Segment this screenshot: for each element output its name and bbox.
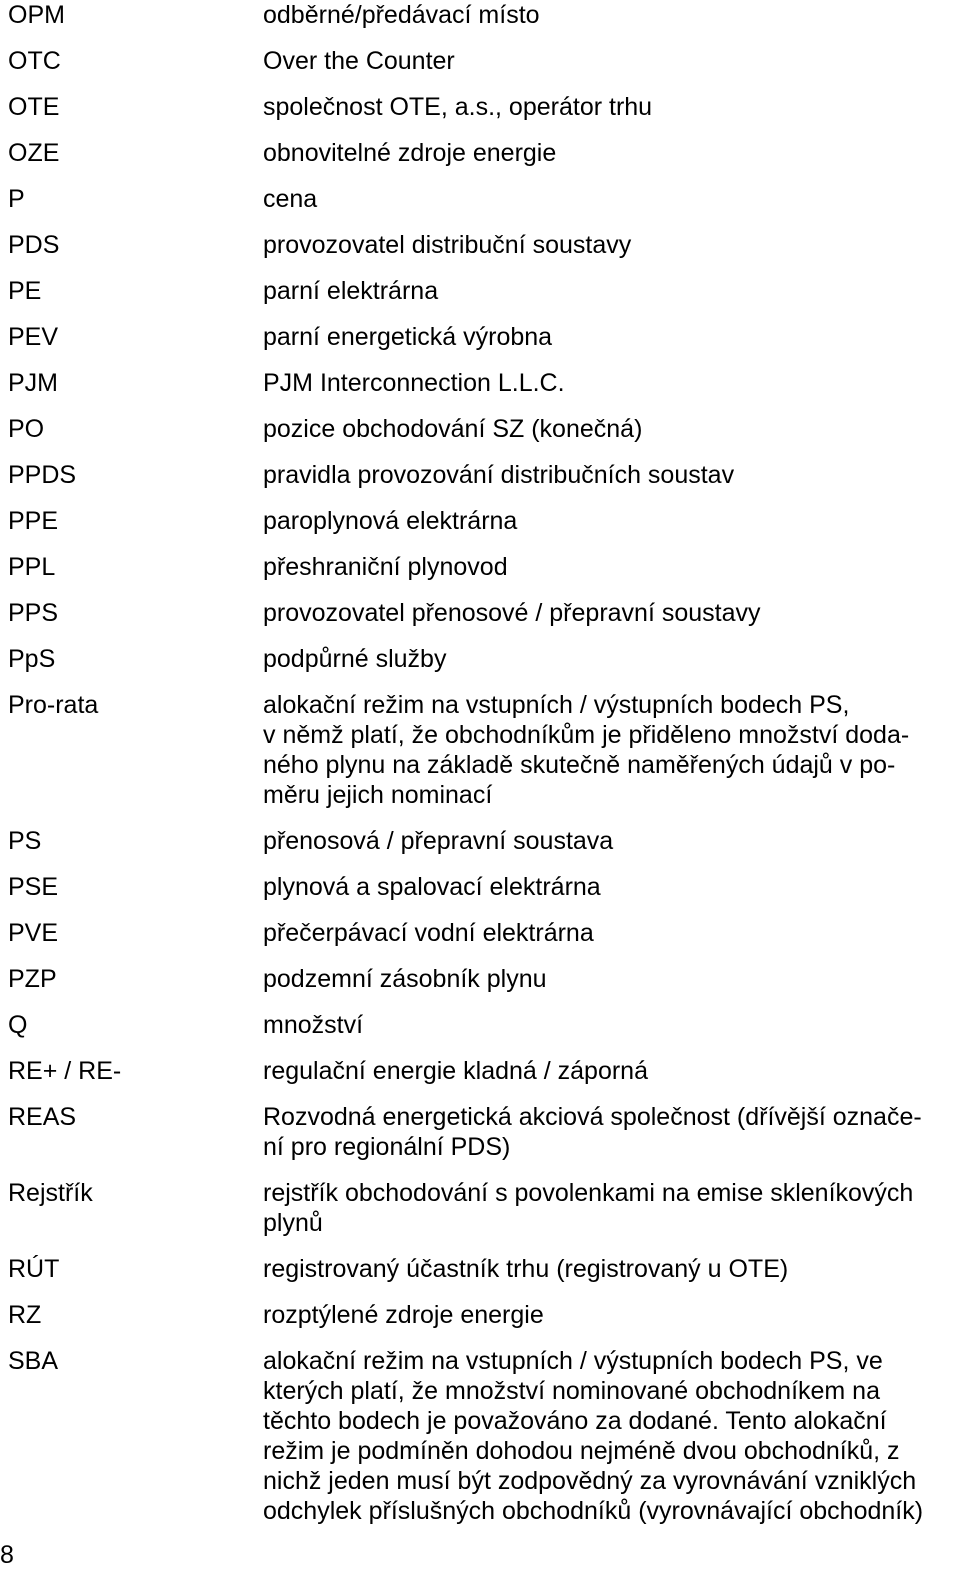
abbreviation: PJM xyxy=(8,369,58,397)
glossary-entry xyxy=(8,552,960,582)
abbreviation: PDS xyxy=(8,231,60,259)
abbreviation: REAS xyxy=(8,1103,77,1131)
glossary-entry xyxy=(8,138,960,168)
abbreviation: PPL xyxy=(8,553,56,581)
abbreviation: PE xyxy=(8,277,42,305)
glossary-entry xyxy=(8,690,960,810)
definition: rejstřík obchodování s povolenkami na emise skleníkových plynů xyxy=(263,1179,914,1237)
glossary-entry xyxy=(8,1010,960,1040)
definition: odběrné/předávací místo xyxy=(263,1,540,29)
glossary-entry xyxy=(8,1102,960,1162)
glossary-list xyxy=(8,0,960,1542)
abbreviation: PVE xyxy=(8,919,59,947)
glossary-entry xyxy=(8,964,960,994)
abbreviation: OZE xyxy=(8,139,60,167)
definition: pozice obchodování SZ (konečná) xyxy=(263,415,643,443)
definition: registrovaný účastník trhu (registrovaný u OTE) xyxy=(263,1255,789,1283)
abbreviation: PPS xyxy=(8,599,59,627)
abbreviation: PZP xyxy=(8,965,57,993)
glossary-entry xyxy=(8,0,960,30)
abbreviation: PPDS xyxy=(8,461,77,489)
definition: plynová a spalovací elektrárna xyxy=(263,873,601,901)
glossary-entry xyxy=(8,872,960,902)
glossary-entry xyxy=(8,276,960,306)
glossary-entry xyxy=(8,1254,960,1284)
abbreviation: SBA xyxy=(8,1347,59,1375)
abbreviation: RZ xyxy=(8,1301,42,1329)
definition: rozptýlené zdroje energie xyxy=(263,1301,544,1329)
definition: regulační energie kladná / záporná xyxy=(263,1057,648,1085)
glossary-entry xyxy=(8,644,960,674)
definition: podpůrné služby xyxy=(263,645,447,673)
abbreviation: PSE xyxy=(8,873,59,901)
glossary-entry xyxy=(8,368,960,398)
abbreviation: RE+ / RE- xyxy=(8,1057,122,1085)
glossary-entry xyxy=(8,918,960,948)
definition: alokační režim na vstupních / výstupních bodech PS, ve kterých platí, že množství nominované obchodníkem na těchto bodech je považováno za dodané. Tento alokační režim je podmíněn dohodou nejméně dvou obchodníků, z nichž jeden musí být zodpovědný za vyrovnávání vzniklých odchylek příslušných obchodníků (vyrovnávající obchodník) xyxy=(263,1347,924,1525)
abbreviation: OTC xyxy=(8,47,61,75)
glossary-entry xyxy=(8,92,960,122)
definition: parní energetická výrobna xyxy=(263,323,553,351)
definition: podzemní zásobník plynu xyxy=(263,965,547,993)
glossary-entry xyxy=(8,1300,960,1330)
glossary-entry xyxy=(8,1346,960,1526)
glossary-entry xyxy=(8,1056,960,1086)
definition: přenosová / přepravní soustava xyxy=(263,827,614,855)
definition: PJM Interconnection L.L.C. xyxy=(263,369,565,397)
glossary-entry xyxy=(8,230,960,260)
definition: alokační režim na vstupních / výstupních bodech PS, v němž platí, že obchodníkům je přiděleno množství doda- ného plynu na základě skutečně naměřených údajů v po- měru jejich nominací xyxy=(263,691,910,809)
definition: pravidla provozování distribučních soustav xyxy=(263,461,735,489)
abbreviation: RÚT xyxy=(8,1255,60,1283)
glossary-entry xyxy=(8,46,960,76)
abbreviation: PEV xyxy=(8,323,59,351)
definition: paroplynová elektrárna xyxy=(263,507,518,535)
definition: parní elektrárna xyxy=(263,277,439,305)
glossary-entry xyxy=(8,414,960,444)
definition: provozovatel distribuční soustavy xyxy=(263,231,632,259)
abbreviation: Q xyxy=(8,1011,28,1039)
abbreviation: Pro-rata xyxy=(8,691,99,719)
definition: množství xyxy=(263,1011,364,1039)
definition: provozovatel přenosové / přepravní soustavy xyxy=(263,599,761,627)
abbreviation: OPM xyxy=(8,1,65,29)
definition: Rozvodná energetická akciová společnost (dřívější označe- ní pro regionální PDS) xyxy=(263,1103,922,1161)
glossary-entry xyxy=(8,506,960,536)
definition: obnovitelné zdroje energie xyxy=(263,139,557,167)
glossary-entry xyxy=(8,826,960,856)
abbreviation: PpS xyxy=(8,645,56,673)
glossary-entry xyxy=(8,1178,960,1238)
glossary-entry xyxy=(8,460,960,490)
definition: přeshraniční plynovod xyxy=(263,553,508,581)
definition: přečerpávací vodní elektrárna xyxy=(263,919,594,947)
definition: Over the Counter xyxy=(263,47,455,75)
abbreviation: OTE xyxy=(8,93,60,121)
glossary-entry xyxy=(8,322,960,352)
abbreviation: PPE xyxy=(8,507,59,535)
glossary-entry xyxy=(8,598,960,628)
glossary-entry xyxy=(8,184,960,214)
abbreviation: Rejstřík xyxy=(8,1179,93,1207)
page-number: 8 xyxy=(0,1541,14,1569)
definition: společnost OTE, a.s., operátor trhu xyxy=(263,93,653,121)
abbreviation: PO xyxy=(8,415,45,443)
abbreviation: PS xyxy=(8,827,42,855)
definition: cena xyxy=(263,185,318,213)
abbreviation: P xyxy=(8,185,25,213)
